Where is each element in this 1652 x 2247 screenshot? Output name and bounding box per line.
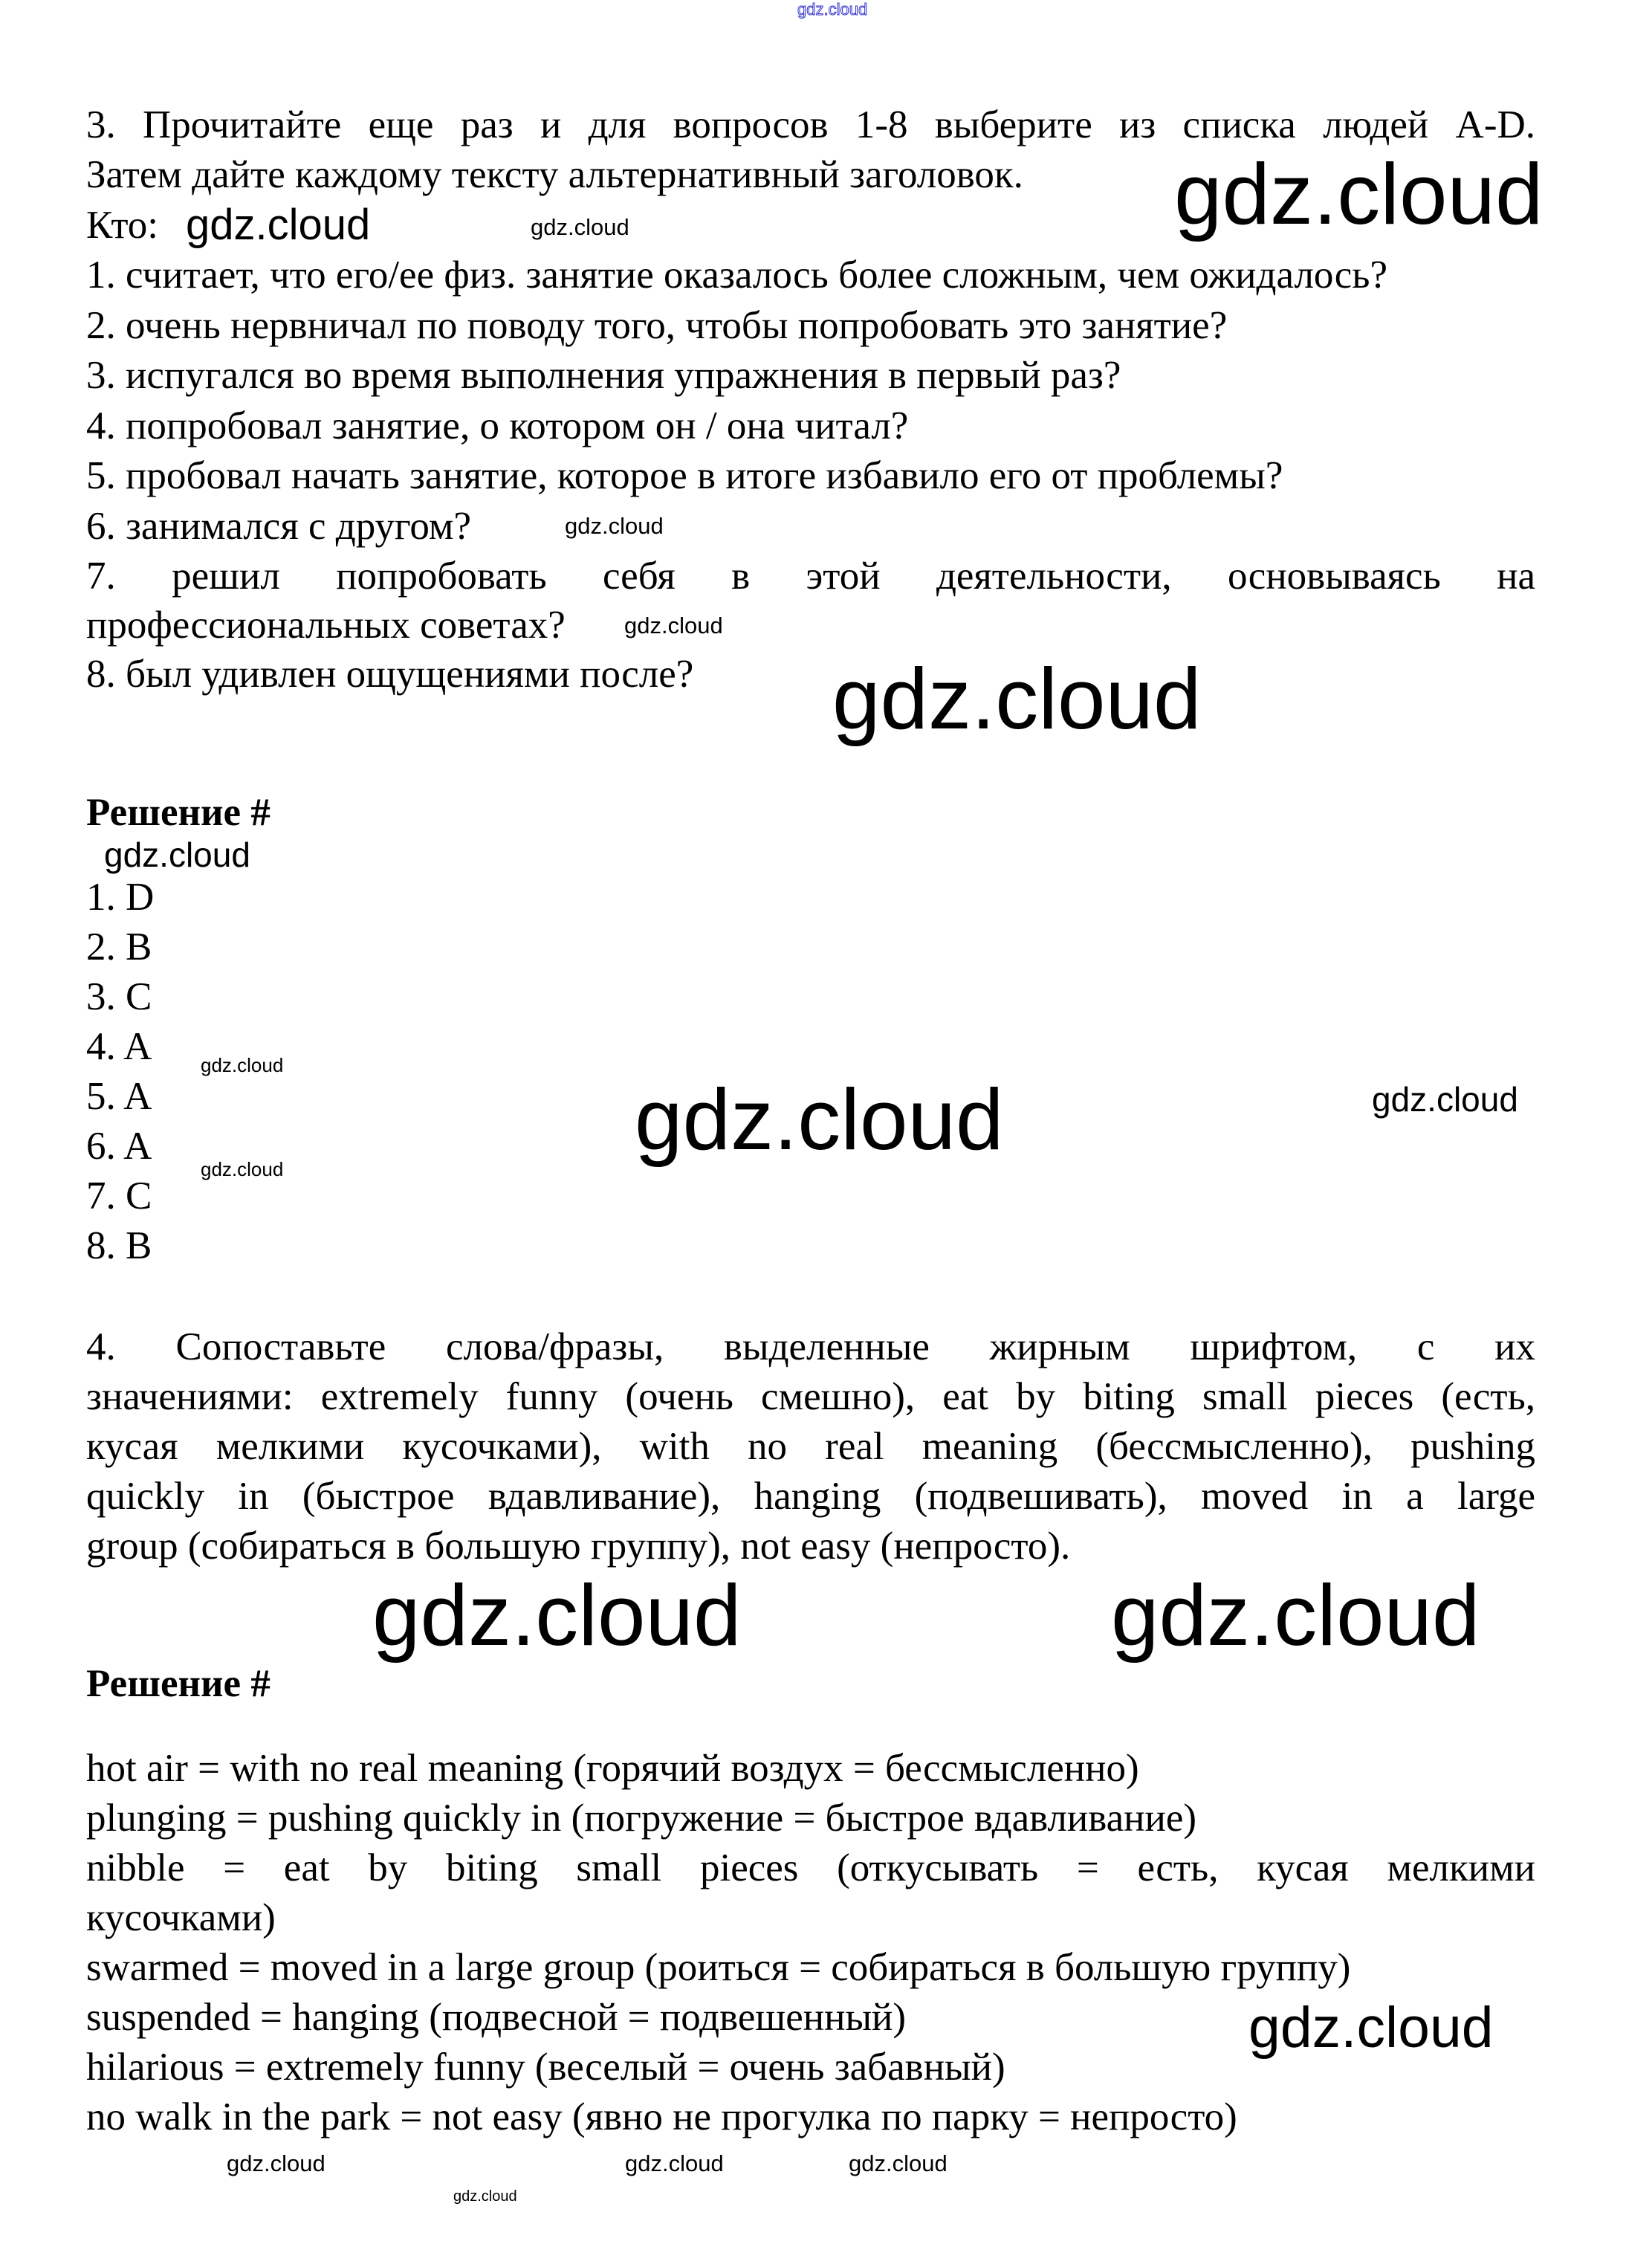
watermark: gdz.cloud (372, 1567, 742, 1664)
task3-question: 5. пробовал начать занятие, которое в итоге избавило его от проблемы? (86, 454, 1283, 497)
watermark: gdz.cloud (104, 835, 250, 874)
answer: 6. A (86, 1125, 152, 1168)
watermark: gdz.cloud (565, 513, 664, 539)
task3-question: 3. испугался во время выполнения упражнения в первый раз? (86, 354, 1121, 397)
task3-solution-title: Решение # (86, 791, 271, 834)
watermark: gdz.cloud (1248, 1996, 1494, 2060)
watermark: gdz.cloud (624, 612, 723, 638)
task3-question: 1. считает, что его/ее физ. занятие оказалось более сложным, чем ожидалось? (86, 253, 1387, 297)
watermark-top: gdz.cloud (797, 0, 868, 19)
watermark: gdz.cloud (201, 1158, 284, 1180)
task4-line: значениями: extremely funny (очень смешно), eat by biting small pieces (есть, (86, 1375, 1535, 1418)
solution-line: swarmed = moved in a large group (роиться = собираться в большую группу) (86, 1946, 1351, 1989)
answer: 7. C (86, 1174, 152, 1218)
watermark: gdz.cloud (832, 650, 1202, 747)
solution-line: nibble = eat by biting small pieces (откусывать = есть, кусая мелкими (86, 1846, 1535, 1889)
watermark: gdz.cloud (635, 1071, 1004, 1168)
watermark: gdz.cloud (849, 2150, 948, 2176)
solution-line: plunging = pushing quickly in (погружение = быстрое вдавливание) (86, 1797, 1196, 1840)
watermark: gdz.cloud (1174, 146, 1544, 242)
watermark: gdz.cloud (1111, 1567, 1480, 1664)
task3-question: 7. решил попробовать себя в этой деятельности, основываясь на (86, 555, 1535, 598)
answer: 4. A (86, 1025, 152, 1068)
solution-line: hot air = with no real meaning (горячий воздух = бессмысленно) (86, 1747, 1139, 1790)
watermark: gdz.cloud (625, 2150, 724, 2176)
solution-line: suspended = hanging (подвесной = подвешенный) (86, 1996, 907, 2039)
watermark: gdz.cloud (531, 214, 629, 240)
task3-question: 4. попробовал занятие, о котором он / она читал? (86, 404, 909, 447)
watermark: gdz.cloud (186, 201, 371, 249)
task4-line: 4. Сопоставьте слова/фразы, выделенные жирным шрифтом, с их (86, 1325, 1535, 1368)
task3-intro-line-1: 3. Прочитайте еще раз и для вопросов 1-8 выберите из списка людей A-D. (86, 103, 1535, 146)
solution-line: no walk in the park = not easy (явно не прогулка по парку = непросто) (86, 2095, 1237, 2138)
task3-question: 8. был удивлен ощущениями после? (86, 653, 694, 696)
watermark: gdz.cloud (453, 2188, 517, 2205)
task3-question: 6. занимался с другом? (86, 505, 471, 548)
answer: 2. B (86, 925, 152, 969)
solution-line: hilarious = extremely funny (веселый = очень забавный) (86, 2046, 1005, 2089)
task4-line: group (собираться в большую группу), not easy (непросто). (86, 1525, 1071, 1568)
task3-who: Кто: (86, 204, 159, 247)
watermark: gdz.cloud (1372, 1080, 1518, 1119)
task3-question: профессиональных советах? (86, 604, 566, 647)
answer: 3. C (86, 975, 152, 1018)
task4-solution-title: Решение # (86, 1662, 271, 1705)
answer: 8. B (86, 1224, 152, 1267)
task4-line: quickly in (быстрое вдавливание), hanging (подвешивать), moved in a large (86, 1475, 1535, 1518)
task3-intro-line-2: Затем дайте каждому тексту альтернативный заголовок. (86, 153, 1023, 196)
solution-line: кусочками) (86, 1896, 276, 1939)
watermark: gdz.cloud (227, 2150, 325, 2176)
answer: 5. A (86, 1075, 152, 1118)
task4-line: кусая мелкими кусочками), with no real meaning (бессмысленно), pushing (86, 1425, 1535, 1468)
answer: 1. D (86, 876, 155, 919)
watermark: gdz.cloud (201, 1054, 284, 1076)
task3-question: 2. очень нервничал по поводу того, чтобы попробовать это занятие? (86, 304, 1228, 347)
